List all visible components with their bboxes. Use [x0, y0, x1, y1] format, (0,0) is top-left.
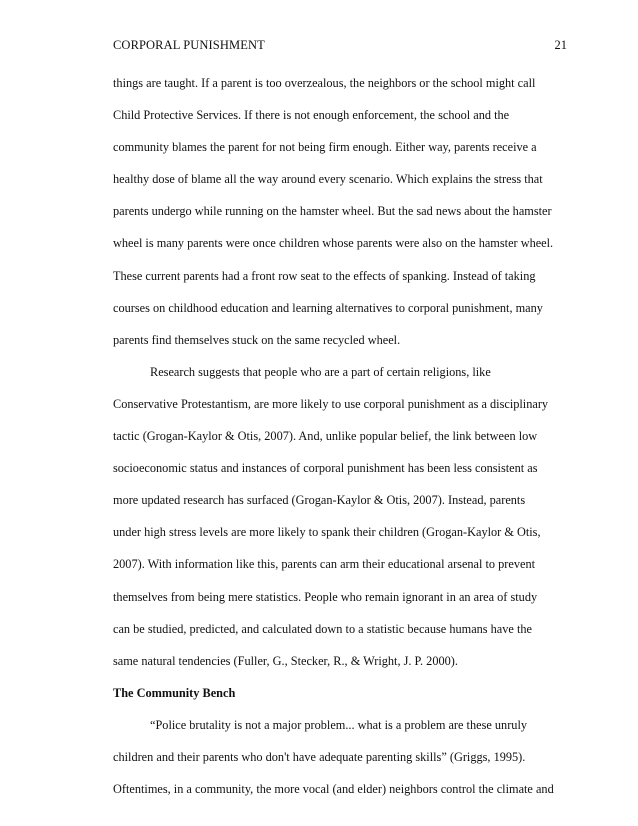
text-line: Oftentimes, in a community, the more vocal (and elder) neighbors control the climate and: [113, 782, 554, 797]
text-line: things are taught. If a parent is too overzealous, the neighbors or the school might call: [113, 76, 536, 90]
running-title: CORPORAL PUNISHMENT: [113, 38, 265, 52]
text-line: courses on childhood education and learning alternatives to corporal punishment, many: [113, 300, 543, 315]
text-line: same natural tendencies (Fuller, G., Stecker, R., & Wright, J. P. 2000).: [113, 653, 458, 668]
text-line: under high stress levels are more likely to spank their children (Grogan-Kaylor & Otis,: [113, 525, 541, 540]
running-head: [113, 36, 567, 54]
text-line: 2007). With information like this, parents can arm their educational arsenal to prevent: [113, 557, 536, 572]
text-line: parents find themselves stuck on the same recycled wheel.: [113, 332, 401, 347]
body-text: [113, 71, 571, 809]
section-heading: The Community Bench: [113, 685, 236, 700]
text-line: Child Protective Services. If there is not enough enforcement, the school and the: [113, 108, 510, 123]
paragraph-start-line: “Police brutality is not a major problem... what is a problem are these unruly: [150, 717, 528, 732]
text-line: These current parents had a front row seat to the effects of spanking. Instead of taking: [113, 268, 536, 283]
text-line: children and their parents who don't have adequate parenting skills” (Griggs, 1995).: [113, 749, 526, 764]
text-line: can be studied, predicted, and calculated down to a statistic because humans have the: [113, 621, 532, 636]
text-line: themselves from being mere statistics. People who remain ignorant in an area of study: [113, 589, 538, 604]
text-line: community blames the parent for not being firm enough. Either way, parents receive a: [113, 140, 537, 155]
text-line: parents undergo while running on the hamster wheel. But the sad news about the hamster: [113, 204, 552, 219]
text-line: tactic (Grogan-Kaylor & Otis, 2007). And, unlike popular belief, the link between low: [113, 429, 538, 444]
page-number: 21: [554, 38, 567, 52]
text-line: socioeconomic status and instances of corporal punishment has been less consistent as: [113, 461, 538, 476]
paragraph-start-line: Research suggests that people who are a part of certain religions, like: [150, 364, 491, 379]
text-line: Conservative Protestantism, are more likely to use corporal punishment as a disciplinary: [113, 396, 549, 411]
text-line: healthy dose of blame all the way around every scenario. Which explains the stress that: [113, 172, 543, 187]
text-line: wheel is many parents were once children whose parents were also on the hamster wheel.: [113, 236, 554, 251]
text-line: more updated research has surfaced (Grogan-Kaylor & Otis, 2007). Instead, parents: [113, 493, 526, 508]
